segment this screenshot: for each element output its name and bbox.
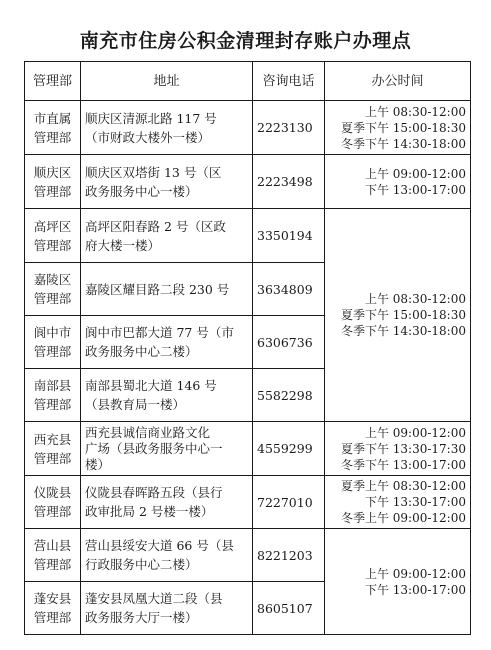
address-line: 政审批局 2 号楼一楼）: [85, 504, 214, 519]
hours-cell: [325, 101, 471, 155]
address-cell: [81, 209, 253, 263]
dept-cell: [25, 263, 81, 316]
dept-name-line: 管理部: [33, 450, 72, 466]
table-row: [25, 209, 471, 263]
phone-cell: 4559299: [253, 422, 325, 476]
dept-name-line: 管理部: [33, 291, 72, 306]
header-address: 地址: [81, 62, 253, 101]
address-line: 府大楼一楼）: [85, 237, 161, 253]
hours-cell: [325, 422, 471, 476]
hours-line: 冬季下午 14:30-18:00: [340, 324, 466, 338]
address-line: 政务服务大厅一楼）: [85, 610, 198, 625]
hours-cell: [325, 155, 471, 209]
dept-cell: [25, 316, 81, 369]
header-phone: 咨询电话: [253, 62, 325, 101]
table-row: [25, 101, 471, 155]
dept-name-line: 南部县: [33, 378, 72, 393]
hours-line: 下午 13:30-17:00: [364, 495, 466, 509]
hours-line: 冬季下午 13:00-17:00: [340, 457, 466, 472]
address-line: 广场（县政务服务中心一: [85, 440, 223, 456]
dept-cell: [25, 582, 81, 635]
dept-name-line: 管理部: [33, 237, 72, 253]
dept-name-line: 管理部: [33, 610, 72, 625]
dept-cell: [25, 155, 81, 209]
table-row: [25, 476, 471, 529]
dept-name-line: 市直属: [33, 110, 72, 126]
hours-line: 冬季上午 09:00-12:00: [340, 511, 466, 525]
dept-name-line: 顺庆区: [33, 164, 72, 180]
address-line: 政务服务中心二楼）: [85, 344, 198, 359]
hours-line: 夏季上午 08:30-12:00: [340, 479, 466, 493]
address-line: 阆中市巴都大道 77 号（市: [85, 325, 234, 340]
dept-cell: [25, 209, 81, 263]
dept-name-line: 管理部: [33, 344, 72, 359]
address-cell: [81, 155, 253, 209]
hours-line: 下午 13:00-17:00: [364, 582, 466, 597]
address-cell: [81, 529, 253, 582]
dept-cell: [25, 369, 81, 422]
dept-name-line: 嘉陵区: [33, 272, 72, 287]
dept-name-line: 蓬安县: [33, 591, 72, 606]
hours-line: 夏季下午 15:00-18:30: [340, 308, 466, 322]
address-line: 南部县蜀北大道 146 号: [85, 378, 217, 393]
phone-cell: 8605107: [253, 582, 325, 635]
dept-cell: [25, 422, 81, 476]
address-cell: [81, 101, 253, 155]
address-cell: [81, 369, 253, 422]
table-row: [25, 155, 471, 209]
address-line: 政务服务中心一楼）: [85, 183, 198, 199]
table-row: [25, 422, 471, 476]
address-line: 营山县绥安大道 66 号（县: [85, 538, 234, 553]
hours-line: 冬季下午 14:30-18:00: [340, 136, 466, 151]
dept-name-line: 管理部: [33, 183, 72, 199]
phone-cell: 8221203: [253, 529, 325, 582]
dept-cell: [25, 101, 81, 155]
dept-name-line: 管理部: [33, 129, 72, 145]
table-row: [25, 529, 471, 582]
dept-name-line: 营山县: [33, 538, 72, 553]
dept-cell: [25, 476, 81, 529]
phone-cell: 2223498: [253, 155, 325, 209]
address-line: 嘉陵区耀目路二段 230 号: [85, 281, 230, 297]
dept-name-line: 高坪区: [33, 218, 72, 234]
phone-cell: 6306736: [253, 316, 325, 369]
header-dept: 管理部: [25, 62, 81, 101]
office-table: [24, 61, 471, 635]
address-cell: [81, 263, 253, 316]
address-line: （市财政大楼外一楼）: [85, 129, 211, 145]
dept-name-line: 管理部: [33, 397, 72, 412]
phone-cell: 3634809: [253, 263, 325, 316]
hours-cell-merged: [325, 209, 471, 422]
address-cell: [81, 422, 253, 476]
table-header-row: [25, 62, 471, 101]
hours-line: 上午 09:00-12:00: [364, 425, 466, 440]
address-line: 顺庆区清源北路 117 号: [85, 110, 217, 126]
address-line: 顺庆区双塔街 13 号（区: [85, 164, 222, 180]
dept-name-line: 阆中市: [33, 325, 72, 340]
phone-cell: 3350194: [253, 209, 325, 263]
hours-cell: [325, 476, 471, 529]
address-line: 高坪区阳春路 2 号（区政: [85, 218, 226, 234]
address-cell: [81, 316, 253, 369]
hours-line: 上午 09:00-12:00: [364, 566, 466, 581]
address-line: （县教育局一楼）: [85, 397, 186, 412]
dept-cell: [25, 529, 81, 582]
hours-line: 夏季下午 15:00-18:30: [340, 120, 466, 135]
address-line: 西充县诚信商业路文化: [85, 424, 211, 440]
hours-line: 上午 09:00-12:00: [364, 166, 466, 181]
header-hours: 办公时间: [325, 62, 471, 101]
phone-cell: 7227010: [253, 476, 325, 529]
hours-line: 上午 08:30-12:00: [364, 104, 466, 119]
hours-line: 下午 13:00-17:00: [364, 182, 466, 197]
dept-name-line: 管理部: [33, 504, 72, 519]
hours-line: 上午 08:30-12:00: [364, 292, 466, 306]
address-cell: [81, 582, 253, 635]
address-line: 行政服务中心二楼）: [85, 557, 198, 572]
phone-cell: 5582298: [253, 369, 325, 422]
page-title: 南充市住房公积金清理封存账户办理点: [79, 30, 412, 52]
hours-line: 夏季下午 13:30-17:30: [340, 441, 466, 456]
address-line: 楼）: [85, 456, 111, 472]
address-line: 仪陇县春晖路五段（县行: [85, 485, 223, 500]
dept-name-line: 仪陇县: [33, 485, 72, 500]
address-cell: [81, 476, 253, 529]
phone-cell: 2223130: [253, 101, 325, 155]
dept-name-line: 管理部: [33, 557, 72, 572]
address-line: 蓬安县凤凰大道二段（县: [85, 591, 223, 606]
dept-name-line: 西充县: [33, 431, 72, 447]
hours-cell-merged: [325, 529, 471, 635]
